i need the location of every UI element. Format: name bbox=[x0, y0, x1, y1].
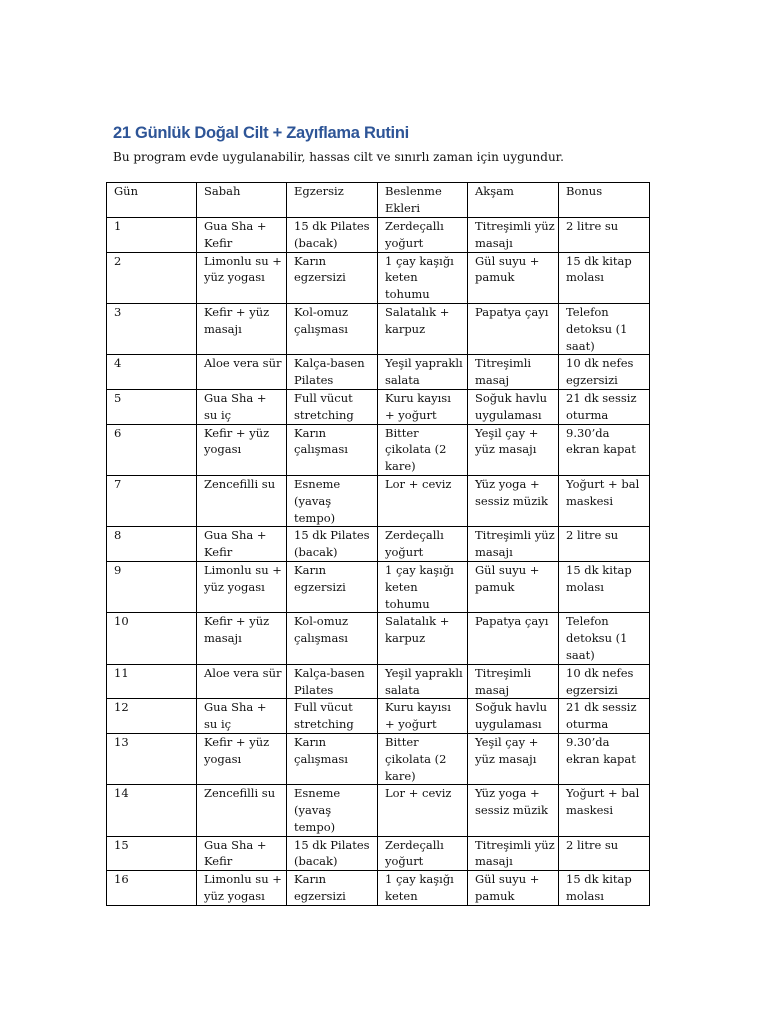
table-row bbox=[107, 303, 650, 354]
cell-nutrition: Salatalık + karpuz bbox=[378, 613, 468, 664]
cell-day: 4 bbox=[107, 355, 197, 390]
cell-day: 10 bbox=[107, 613, 197, 664]
cell-nutrition: Bitter çikolata (2 kare) bbox=[378, 424, 468, 475]
cell-evening: Yüz yoga + sessiz müzik bbox=[468, 475, 559, 526]
header-aksam: Akşam bbox=[468, 183, 559, 218]
cell-day: 9 bbox=[107, 561, 197, 612]
cell-day: 11 bbox=[107, 664, 197, 699]
cell-bonus: 10 dk nefes egzersizi bbox=[559, 664, 650, 699]
cell-morning: Limonlu su + yüz yogası bbox=[197, 561, 287, 612]
table-row bbox=[107, 836, 650, 871]
document-intro: Bu program evde uygulanabilir, hassas cilt ve sınırlı zaman için uygundur. bbox=[113, 150, 564, 164]
cell-morning: Kefir + yüz masajı bbox=[197, 613, 287, 664]
cell-morning: Gua Sha + su iç bbox=[197, 699, 287, 734]
cell-exercise: Kalça-basen Pilates bbox=[287, 664, 378, 699]
cell-evening: Soğuk havlu uygulaması bbox=[468, 699, 559, 734]
cell-evening: Yeşil çay + yüz masajı bbox=[468, 424, 559, 475]
cell-exercise: Esneme (yavaş tempo) bbox=[287, 785, 378, 836]
cell-bonus: 15 dk kitap molası bbox=[559, 252, 650, 303]
cell-day: 13 bbox=[107, 733, 197, 784]
header-egzersiz: Egzersiz bbox=[287, 183, 378, 218]
cell-evening: Papatya çayı bbox=[468, 303, 559, 354]
cell-evening: Yüz yoga + sessiz müzik bbox=[468, 785, 559, 836]
cell-morning: Limonlu su + yüz yogası bbox=[197, 871, 287, 906]
cell-bonus: 2 litre su bbox=[559, 218, 650, 253]
cell-exercise: 15 dk Pilates (bacak) bbox=[287, 527, 378, 562]
cell-bonus: Yoğurt + bal maskesi bbox=[559, 475, 650, 526]
cell-morning: Limonlu su + yüz yogası bbox=[197, 252, 287, 303]
cell-day: 5 bbox=[107, 389, 197, 424]
cell-nutrition: Kuru kayısı + yoğurt bbox=[378, 389, 468, 424]
cell-nutrition: Bitter çikolata (2 kare) bbox=[378, 733, 468, 784]
header-bonus: Bonus bbox=[559, 183, 650, 218]
cell-day: 3 bbox=[107, 303, 197, 354]
cell-exercise: Kalça-basen Pilates bbox=[287, 355, 378, 390]
cell-bonus: 15 dk kitap molası bbox=[559, 561, 650, 612]
cell-day: 14 bbox=[107, 785, 197, 836]
table-row bbox=[107, 561, 650, 612]
cell-evening: Titreşimli yüz masajı bbox=[468, 836, 559, 871]
cell-nutrition: 1 çay kaşığı keten tohumu bbox=[378, 561, 468, 612]
cell-morning: Gua Sha + su iç bbox=[197, 389, 287, 424]
cell-morning: Gua Sha + Kefir bbox=[197, 218, 287, 253]
table-row bbox=[107, 355, 650, 390]
table-row bbox=[107, 475, 650, 526]
cell-morning: Kefir + yüz yogası bbox=[197, 424, 287, 475]
cell-evening: Titreşimli masaj bbox=[468, 355, 559, 390]
cell-evening: Gül suyu + pamuk bbox=[468, 561, 559, 612]
cell-evening: Soğuk havlu uygulaması bbox=[468, 389, 559, 424]
cell-morning: Gua Sha + Kefir bbox=[197, 836, 287, 871]
table-row bbox=[107, 424, 650, 475]
cell-evening: Titreşimli yüz masajı bbox=[468, 218, 559, 253]
cell-bonus: 15 dk kitap molası bbox=[559, 871, 650, 906]
cell-bonus: Yoğurt + bal maskesi bbox=[559, 785, 650, 836]
cell-exercise: Karın çalışması bbox=[287, 733, 378, 784]
cell-morning: Zencefilli su bbox=[197, 475, 287, 526]
cell-nutrition: Salatalık + karpuz bbox=[378, 303, 468, 354]
cell-morning: Aloe vera sür bbox=[197, 664, 287, 699]
table-body bbox=[107, 218, 650, 906]
cell-exercise: Karın egzersizi bbox=[287, 252, 378, 303]
document-title: 21 Günlük Doğal Cilt + Zayıflama Rutini bbox=[113, 124, 409, 142]
table-row bbox=[107, 871, 650, 906]
cell-exercise: Karın egzersizi bbox=[287, 561, 378, 612]
cell-day: 1 bbox=[107, 218, 197, 253]
cell-exercise: 15 dk Pilates (bacak) bbox=[287, 218, 378, 253]
cell-nutrition: Zerdeçallı yoğurt bbox=[378, 836, 468, 871]
table-row bbox=[107, 389, 650, 424]
cell-exercise: Full vücut stretching bbox=[287, 699, 378, 734]
cell-nutrition: 1 çay kaşığı keten bbox=[378, 871, 468, 906]
cell-exercise: Karın egzersizi bbox=[287, 871, 378, 906]
cell-nutrition: 1 çay kaşığı keten tohumu bbox=[378, 252, 468, 303]
table-row bbox=[107, 527, 650, 562]
cell-morning: Aloe vera sür bbox=[197, 355, 287, 390]
header-gun: Gün bbox=[107, 183, 197, 218]
cell-evening: Gül suyu + pamuk bbox=[468, 252, 559, 303]
cell-evening: Papatya çayı bbox=[468, 613, 559, 664]
cell-day: 15 bbox=[107, 836, 197, 871]
cell-exercise: Kol-omuz çalışması bbox=[287, 303, 378, 354]
cell-exercise: Esneme (yavaş tempo) bbox=[287, 475, 378, 526]
cell-exercise: 15 dk Pilates (bacak) bbox=[287, 836, 378, 871]
table-row bbox=[107, 664, 650, 699]
header-beslenme: Beslenme Ekleri bbox=[378, 183, 468, 218]
cell-morning: Gua Sha + Kefir bbox=[197, 527, 287, 562]
table-row bbox=[107, 218, 650, 253]
cell-morning: Kefir + yüz yogası bbox=[197, 733, 287, 784]
cell-evening: Titreşimli yüz masajı bbox=[468, 527, 559, 562]
cell-bonus: 2 litre su bbox=[559, 836, 650, 871]
table-row bbox=[107, 252, 650, 303]
cell-nutrition: Yeşil yapraklı salata bbox=[378, 355, 468, 390]
cell-bonus: 9.30’da ekran kapat bbox=[559, 424, 650, 475]
cell-nutrition: Lor + ceviz bbox=[378, 785, 468, 836]
cell-bonus: 21 dk sessiz oturma bbox=[559, 389, 650, 424]
cell-evening: Gül suyu + pamuk bbox=[468, 871, 559, 906]
cell-exercise: Karın çalışması bbox=[287, 424, 378, 475]
cell-exercise: Kol-omuz çalışması bbox=[287, 613, 378, 664]
cell-morning: Kefir + yüz masajı bbox=[197, 303, 287, 354]
table-row bbox=[107, 699, 650, 734]
routine-table bbox=[106, 182, 650, 906]
cell-day: 8 bbox=[107, 527, 197, 562]
header-sabah: Sabah bbox=[197, 183, 287, 218]
table-row bbox=[107, 785, 650, 836]
cell-bonus: Telefon detoksu (1 saat) bbox=[559, 303, 650, 354]
cell-day: 16 bbox=[107, 871, 197, 906]
cell-day: 2 bbox=[107, 252, 197, 303]
cell-bonus: 2 litre su bbox=[559, 527, 650, 562]
cell-evening: Titreşimli masaj bbox=[468, 664, 559, 699]
cell-evening: Yeşil çay + yüz masajı bbox=[468, 733, 559, 784]
table-header-row bbox=[107, 183, 650, 218]
cell-exercise: Full vücut stretching bbox=[287, 389, 378, 424]
cell-bonus: 9.30’da ekran kapat bbox=[559, 733, 650, 784]
cell-nutrition: Zerdeçallı yoğurt bbox=[378, 527, 468, 562]
table-row bbox=[107, 733, 650, 784]
cell-bonus: Telefon detoksu (1 saat) bbox=[559, 613, 650, 664]
cell-bonus: 21 dk sessiz oturma bbox=[559, 699, 650, 734]
cell-day: 7 bbox=[107, 475, 197, 526]
cell-nutrition: Yeşil yapraklı salata bbox=[378, 664, 468, 699]
cell-nutrition: Zerdeçallı yoğurt bbox=[378, 218, 468, 253]
cell-day: 12 bbox=[107, 699, 197, 734]
table-row bbox=[107, 613, 650, 664]
cell-nutrition: Kuru kayısı + yoğurt bbox=[378, 699, 468, 734]
cell-day: 6 bbox=[107, 424, 197, 475]
cell-bonus: 10 dk nefes egzersizi bbox=[559, 355, 650, 390]
cell-nutrition: Lor + ceviz bbox=[378, 475, 468, 526]
cell-morning: Zencefilli su bbox=[197, 785, 287, 836]
